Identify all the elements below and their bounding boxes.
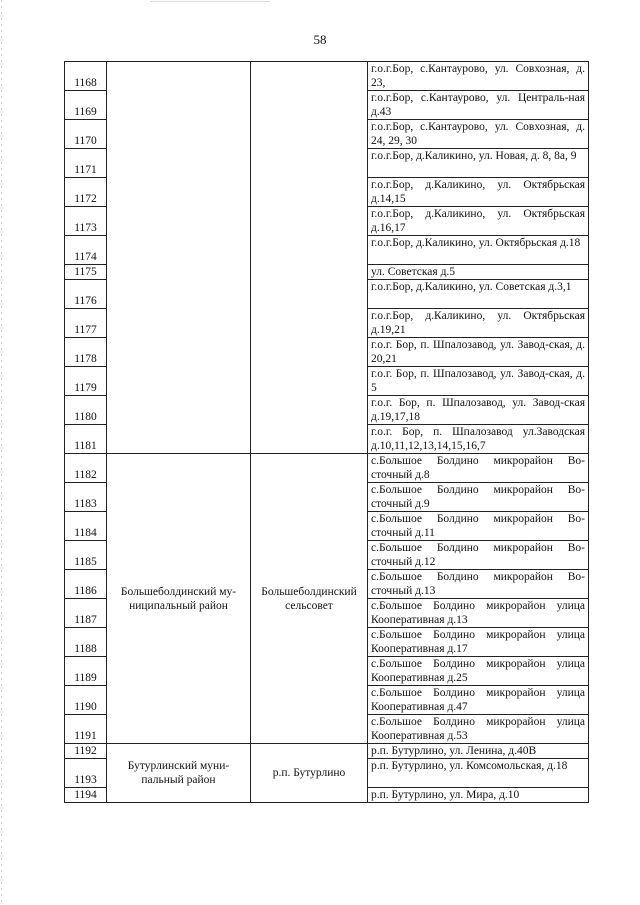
row-number: 1190 [65, 686, 107, 715]
row-number: 1168 [65, 62, 107, 91]
address-cell: с.Большое Болдино микрорайон Во-сточный д.11 [368, 512, 589, 541]
table-row [65, 744, 589, 759]
row-number: 1180 [65, 396, 107, 425]
address-cell: с.Большое Болдино микрорайон улица Кооперативная д.25 [368, 657, 589, 686]
row-number: 1188 [65, 628, 107, 657]
address-cell: г.о.г.Бор, с.Кантаурово, ул. Совхозная, д. 24, 29, 30 [368, 120, 589, 149]
address-cell: г.о.г.Бор, д.Каликино, ул. Октябрьская д.16,17 [368, 207, 589, 236]
scan-edge-left [1, 0, 2, 905]
settlement-cell: Большеболдинский сельсовет [251, 454, 368, 744]
row-number: 1173 [65, 207, 107, 236]
row-number: 1174 [65, 236, 107, 265]
table-row [65, 62, 589, 91]
row-number: 1194 [65, 788, 107, 803]
row-number: 1187 [65, 599, 107, 628]
row-number: 1175 [65, 265, 107, 280]
row-number: 1176 [65, 280, 107, 309]
address-cell: с.Большое Болдино микрорайон Во-сточный д.9 [368, 483, 589, 512]
row-number: 1172 [65, 178, 107, 207]
address-cell: г.о.г. Бор, п. Шпалозавод ул.Заводская д.10,11,12,13,14,15,16,7 [368, 425, 589, 454]
row-number: 1189 [65, 657, 107, 686]
address-cell: ул. Советская д.5 [368, 265, 589, 280]
row-number: 1193 [65, 759, 107, 788]
row-number: 1186 [65, 570, 107, 599]
row-number: 1171 [65, 149, 107, 178]
address-registry-table [64, 61, 589, 803]
district-cell: Большеболдинский му-ниципальный район [107, 454, 251, 744]
address-cell: г.о.г. Бор, п. Шпалозавод, ул. Завод-ская д.19,17,18 [368, 396, 589, 425]
page-number: 58 [313, 32, 327, 47]
scan-edge-top [150, 1, 270, 2]
address-cell: г.о.г.Бор, д.Каликино, ул. Новая, д. 8, 8а, 9 [368, 149, 589, 178]
address-cell: с.Большое Болдино микрорайон улица Кооперативная д.53 [368, 715, 589, 744]
address-cell: с.Большое Болдино микрорайон Во-сточный д.12 [368, 541, 589, 570]
row-number: 1177 [65, 309, 107, 338]
row-number: 1182 [65, 454, 107, 483]
row-number: 1185 [65, 541, 107, 570]
address-cell: г.о.г.Бор, д.Каликино, ул. Советская д.3,1 [368, 280, 589, 309]
address-cell: г.о.г.Бор, д.Каликино, ул. Октябрьская д.18 [368, 236, 589, 265]
address-cell: р.п. Бутурлино, ул. Ленина, д.40В [368, 744, 589, 759]
row-number: 1179 [65, 367, 107, 396]
row-number: 1184 [65, 512, 107, 541]
settlement-cell [251, 62, 368, 454]
row-number: 1169 [65, 91, 107, 120]
address-cell: р.п. Бутурлино, ул. Комсомольская, д.18 [368, 759, 589, 788]
address-cell: с.Большое Болдино микрорайон Во-сточный д.8 [368, 454, 589, 483]
address-cell: с.Большое Болдино микрорайон улица Кооперативная д.47 [368, 686, 589, 715]
row-number: 1178 [65, 338, 107, 367]
district-cell [107, 62, 251, 454]
address-cell: г.о.г. Бор, п. Шпалозавод, ул. Завод-ская, д. 5 [368, 367, 589, 396]
row-number: 1192 [65, 744, 107, 759]
address-cell: с.Большое Болдино микрорайон улица Кооперативная д.17 [368, 628, 589, 657]
address-cell: г.о.г.Бор, с.Кантаурово, ул. Совхозная, д. 23, [368, 62, 589, 91]
row-number: 1181 [65, 425, 107, 454]
address-cell: г.о.г. Бор, п. Шпалозавод, ул. Завод-ская, д. 20,21 [368, 338, 589, 367]
row-number: 1191 [65, 715, 107, 744]
address-cell: с.Большое Болдино микрорайон улица Кооперативная д.13 [368, 599, 589, 628]
table-row [65, 454, 589, 483]
address-cell: с.Большое Болдино микрорайон Во-сточный д.13 [368, 570, 589, 599]
address-cell: р.п. Бутурлино, ул. Мира, д.10 [368, 788, 589, 803]
settlement-cell: р.п. Бутурлино [251, 744, 368, 803]
address-cell: г.о.г.Бор, с.Кантаурово, ул. Централь-ная д.43 [368, 91, 589, 120]
district-cell: Бутурлинский муни-пальный район [107, 744, 251, 803]
address-cell: г.о.г.Бор, д.Каликино, ул. Октябрьская д.19,21 [368, 309, 589, 338]
row-number: 1170 [65, 120, 107, 149]
row-number: 1183 [65, 483, 107, 512]
address-cell: г.о.г.Бор, д.Каликино, ул. Октябрьская д.14,15 [368, 178, 589, 207]
